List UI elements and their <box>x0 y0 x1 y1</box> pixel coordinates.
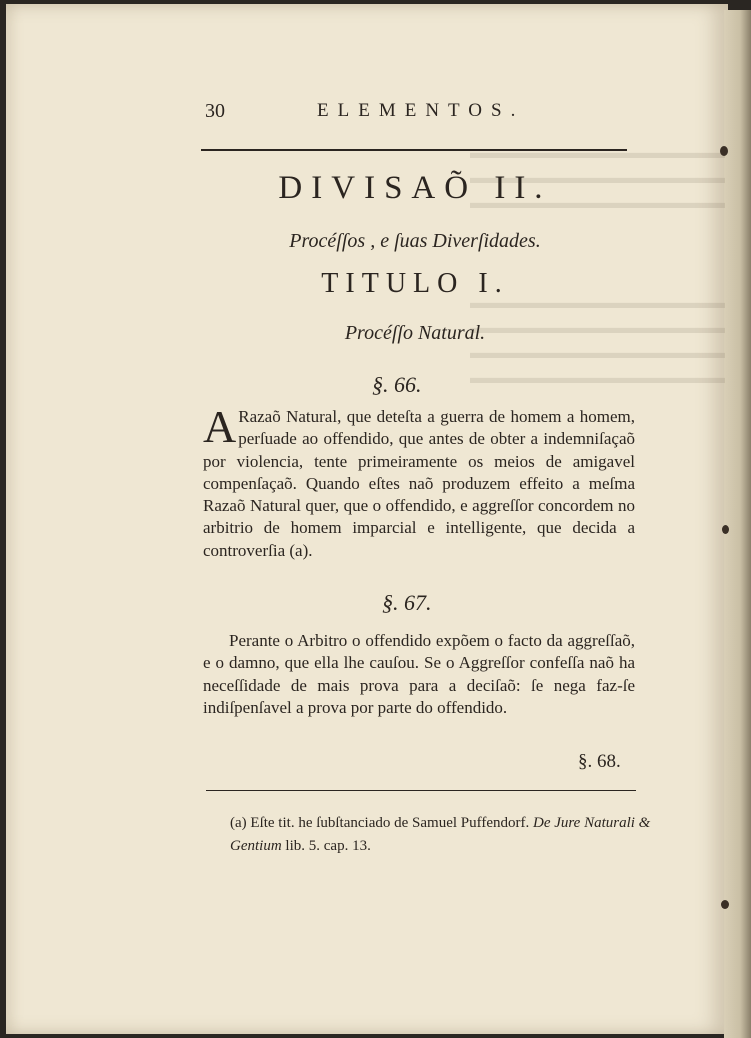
footnote-text: Eſte tit. he ſubſtanciado de Samuel Puffendorf. <box>250 815 530 831</box>
division-title: DIVISAÕ II. <box>278 170 552 206</box>
paragraph <box>203 401 635 562</box>
footnote-work-title: De Jure Naturali & Gentium <box>230 815 651 854</box>
ink-spot <box>722 525 729 534</box>
running-head: ELEMENTOS. <box>317 100 525 121</box>
ink-spot <box>720 146 728 156</box>
section-number: §. 66. <box>372 372 422 397</box>
footnote-rule <box>206 790 636 791</box>
footnote-citation: lib. 5. cap. 13. <box>285 838 371 854</box>
ink-spot <box>721 900 729 909</box>
drop-cap: A <box>203 401 237 452</box>
footnote <box>230 812 655 858</box>
page-header <box>205 100 625 130</box>
catchword: §. 68. <box>578 751 621 772</box>
page-edge <box>724 10 751 1038</box>
paragraph <box>203 630 635 719</box>
titulo-title: TITULO I. <box>321 268 509 299</box>
paragraph-text: Razaõ Natural, que deteſta a guerra de homem a homem, perſuade ao offendido, que antes de obter a indemniſaçaõ por violencia, tente primeiramente os meios de amigavel compenſaçaõ. Quando eſtes naõ produzem effeito a meſma Razaõ Natural quer, que o offendido, e aggreſſor concordem no arbitrio de homem imparcial e intelligente, que decida a controverſia (a). <box>203 407 635 560</box>
section-number: §. 67. <box>382 590 432 615</box>
header-rule <box>201 149 627 151</box>
division-subtitle: Procéſſos , e ſuas Diverſidades. <box>289 230 541 252</box>
paragraph-text: Perante o Arbitro o offendido expõem o facto da aggreſſaõ, e o damno, que ella lhe cauſou. Se o Aggreſſor confeſſa naõ ha neceſſidade de mais prova para a deciſaõ: ſe nega faz-ſe indiſpenſavel a prova por parte do offendido. <box>203 631 635 717</box>
titulo-subtitle: Procéſſo Natural. <box>344 322 486 344</box>
footnote-marker: (a) <box>230 815 247 831</box>
page-number: 30 <box>205 100 225 122</box>
